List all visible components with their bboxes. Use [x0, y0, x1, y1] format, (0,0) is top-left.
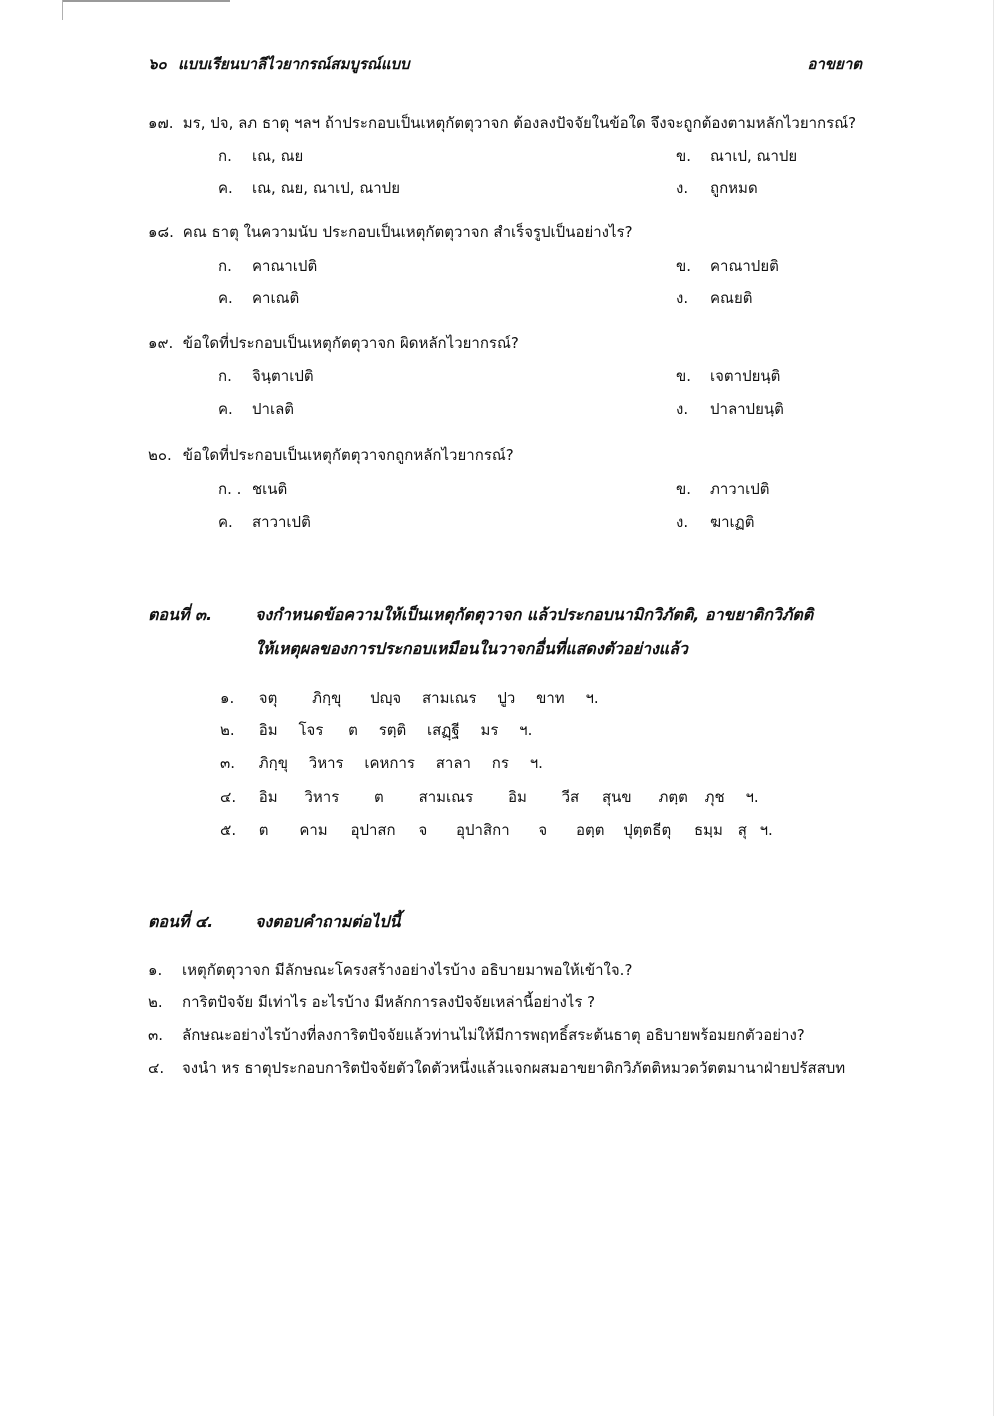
exercise-word: สามเณร — [421, 689, 477, 707]
exercise-word: จตุ — [258, 689, 278, 707]
option-text: ภาวาเปติ — [710, 480, 770, 498]
exercise-word: ขาท — [536, 689, 565, 707]
exercise-word: ฯ. — [519, 721, 533, 739]
essay-question-text: จงนำ หร ธาตุประกอบการิตปัจจัยตัวใดตัวหนึ่งแล้วแจกผสมอาขยาติกวิภัตติหมวดวัตตมานาฝ่ายปรัสสบท — [182, 1059, 846, 1077]
scan-border-right — [993, 0, 994, 1416]
book-title: แบบเรียนบาลีไวยากรณ์สมบูรณ์แบบ — [178, 55, 410, 73]
page-number: ๖๐ — [148, 55, 167, 73]
exercise-word: มร — [480, 721, 499, 739]
option-letter: ก. — [218, 257, 232, 275]
option-d — [676, 176, 758, 200]
question-text: ข้อใดที่ประกอบเป็นเหตุกัตตุวาจก ผิดหลักไวยากรณ์? — [182, 334, 519, 352]
option-text: ฆาเฏติ — [710, 513, 755, 531]
exercise-item-4 — [220, 785, 775, 809]
exercise-word: ฯ. — [529, 754, 543, 772]
option-c — [218, 286, 299, 310]
exercise-word: ฯ. — [759, 821, 773, 839]
section-4-heading: ตอนที่ ๔. — [148, 912, 214, 931]
exercise-word: สุนข — [601, 788, 632, 806]
exercise-word: ปูว — [497, 689, 516, 707]
question-18 — [148, 220, 878, 244]
exercise-item-3 — [220, 751, 559, 775]
exercise-item-2 — [220, 718, 548, 742]
chapter-title: อาขยาต — [807, 55, 862, 73]
exercise-word: สาลา — [435, 754, 471, 772]
option-letter: ง. — [676, 179, 689, 197]
exercise-word: รตฺติ — [378, 721, 407, 739]
exercise-word: จ — [538, 821, 548, 839]
option-b — [676, 477, 770, 501]
option-text: คาณาปยติ — [710, 257, 779, 275]
option-letter: ง. — [676, 400, 689, 418]
exercise-word: ต — [258, 821, 269, 839]
option-text: เณ, ณย, ณาเป, ณาปย — [252, 179, 400, 197]
option-d — [676, 510, 755, 534]
essay-question-text: ลักษณะอย่างไรบ้างที่ลงการิตปัจจัยแล้วท่านไม่ให้มีการพฤทธิ์สระต้นธาตุ อธิบายพร้อมยกตัวอย่าง? — [182, 1026, 805, 1044]
option-text: คณยติ — [710, 289, 753, 307]
section-4-instruction: จงตอบคำถามต่อไปนี้ — [255, 912, 401, 931]
scan-border-top — [62, 0, 230, 2]
option-c — [218, 397, 294, 421]
essay-question-number: ๓. — [148, 1026, 164, 1044]
essay-question-2 — [148, 990, 595, 1014]
question-text: คณ ธาตุ ในความนับ ประกอบเป็นเหตุกัตตุวาจก สำเร็จรูปเป็นอย่างไร? — [182, 223, 633, 241]
essay-question-text: เหตุกัตตุวาจก มีลักษณะโครงสร้างอย่างไรบ้าง อธิบายมาพอให้เข้าใจ.? — [182, 961, 633, 979]
exercise-word: อิม — [507, 788, 527, 806]
exercise-word: สามเณร — [418, 788, 474, 806]
essay-question-number: ๑. — [148, 961, 163, 979]
exercise-word: เคหการ — [364, 754, 415, 772]
exercise-word: ฯ. — [745, 788, 759, 806]
essay-question-4 — [148, 1056, 845, 1080]
option-letter: ข. — [676, 257, 692, 275]
option-letter: ข. — [676, 147, 692, 165]
exercise-number: ๒. — [220, 721, 235, 739]
exercise-word: ภิกฺขุ — [312, 689, 342, 707]
essay-question-text: การิตปัจจัย มีเท่าไร อะไรบ้าง มีหลักการลงปัจจัยเหล่านี้อย่างไร ? — [182, 993, 596, 1011]
option-text: ชเนติ — [252, 480, 288, 498]
option-a — [218, 144, 303, 168]
exercise-word: ภตฺต — [658, 788, 688, 806]
option-text: สาวาเปติ — [252, 513, 311, 531]
exercise-word: กร — [491, 754, 509, 772]
option-c — [218, 510, 311, 534]
option-text: เจตาปยนฺติ — [710, 367, 781, 385]
option-letter: ก. — [218, 147, 232, 165]
question-number: ๑๘. — [148, 223, 174, 241]
option-a — [218, 477, 287, 501]
exercise-item-1 — [220, 686, 615, 710]
exercise-word: ภุช — [704, 788, 725, 806]
exercise-word: วิหาร — [304, 788, 340, 806]
exercise-word: ปุตฺตธีตุ — [623, 821, 672, 839]
question-text: ข้อใดที่ประกอบเป็นเหตุกัตตุวาจกถูกหลักไวยากรณ์? — [182, 446, 514, 464]
option-letter: ก. . — [218, 480, 242, 498]
question-text: มร, ปจ, ลภ ธาตุ ฯลฯ ถ้าประกอบเป็นเหตุกัตตุวาจก ต้องลงปัจจัยในข้อใด จึงจะถูกต้องตามหลักไวยากรณ์? — [182, 114, 857, 132]
option-letter: ข. — [676, 480, 692, 498]
exercise-word: อิม — [258, 721, 278, 739]
essay-question-number: ๒. — [148, 993, 163, 1011]
question-number: ๒๐. — [148, 446, 172, 464]
exercise-number: ๔. — [220, 788, 237, 806]
essay-question-number: ๔. — [148, 1059, 165, 1077]
essay-question-1 — [148, 958, 632, 982]
exercise-word: ธมฺม — [693, 821, 723, 839]
option-d — [676, 286, 752, 310]
exercise-number: ๕. — [220, 821, 237, 839]
question-number: ๑๗. — [148, 114, 174, 132]
exercise-word: ต — [374, 788, 384, 806]
option-text: คาณาเปติ — [252, 257, 318, 275]
scan-border-left — [62, 0, 63, 20]
option-text: ถูกหมด — [710, 179, 758, 197]
exercise-word: อตฺต — [576, 821, 605, 839]
option-text: ปาเลติ — [252, 400, 295, 418]
option-b — [676, 144, 797, 168]
exercise-word: อุปาสก — [350, 821, 396, 839]
option-text: ณาเป, ณาปย — [710, 147, 798, 165]
section-3-heading: ตอนที่ ๓. — [148, 605, 213, 624]
exercise-word: ภิกฺขุ — [258, 754, 289, 772]
question-17 — [148, 111, 878, 135]
exercise-word: อุปาสิกา — [456, 821, 510, 839]
option-c — [218, 176, 400, 200]
exercise-word: สุ — [737, 821, 747, 839]
question-19 — [148, 331, 878, 355]
option-letter: ค. — [218, 179, 233, 197]
option-letter: ค. — [218, 289, 233, 307]
option-letter: ง. — [676, 289, 689, 307]
option-letter: ข. — [676, 367, 692, 385]
option-b — [676, 254, 779, 278]
exercise-number: ๑. — [220, 689, 235, 707]
exercise-word: วิหาร — [308, 754, 344, 772]
section-3-instruction-line-2: ให้เหตุผลของการประกอบเหมือนในวาจกอื่นที่แสดงตัวอย่างแล้ว — [255, 639, 688, 658]
exercise-word: ต — [348, 721, 358, 739]
option-letter: ง. — [676, 513, 689, 531]
exercise-word: ปญฺจ — [370, 689, 402, 707]
option-d — [676, 397, 784, 421]
option-text: เณ, ณย — [252, 147, 304, 165]
page-header — [148, 52, 862, 78]
option-b — [676, 364, 780, 388]
question-number: ๑๙. — [148, 334, 174, 352]
exercise-word: จ — [418, 821, 428, 839]
question-20 — [148, 443, 878, 467]
exercise-word: โจร — [298, 721, 324, 739]
exercise-number: ๓. — [220, 754, 236, 772]
exercise-word: ฯ. — [585, 689, 599, 707]
exercise-word: คาม — [299, 821, 328, 839]
exercise-item-5 — [220, 818, 789, 842]
essay-question-3 — [148, 1023, 805, 1047]
exercise-word: อิม — [258, 788, 278, 806]
section-3-instruction-line-1: จงกำหนดข้อความให้เป็นเหตุกัตตุวาจก แล้วประกอบนามิกวิภัตติ, อาขยาติกวิภัตติ — [255, 605, 814, 624]
exercise-word: วีส — [561, 788, 580, 806]
exercise-word: เสฏฺฐี — [427, 721, 460, 739]
option-letter: ค. — [218, 400, 233, 418]
option-text: จินฺตาเปติ — [252, 367, 314, 385]
option-letter: ค. — [218, 513, 233, 531]
option-a — [218, 364, 314, 388]
option-text: ปาลาปยนฺติ — [710, 400, 784, 418]
option-text: คาเณติ — [252, 289, 300, 307]
option-letter: ก. — [218, 367, 232, 385]
option-a — [218, 254, 317, 278]
